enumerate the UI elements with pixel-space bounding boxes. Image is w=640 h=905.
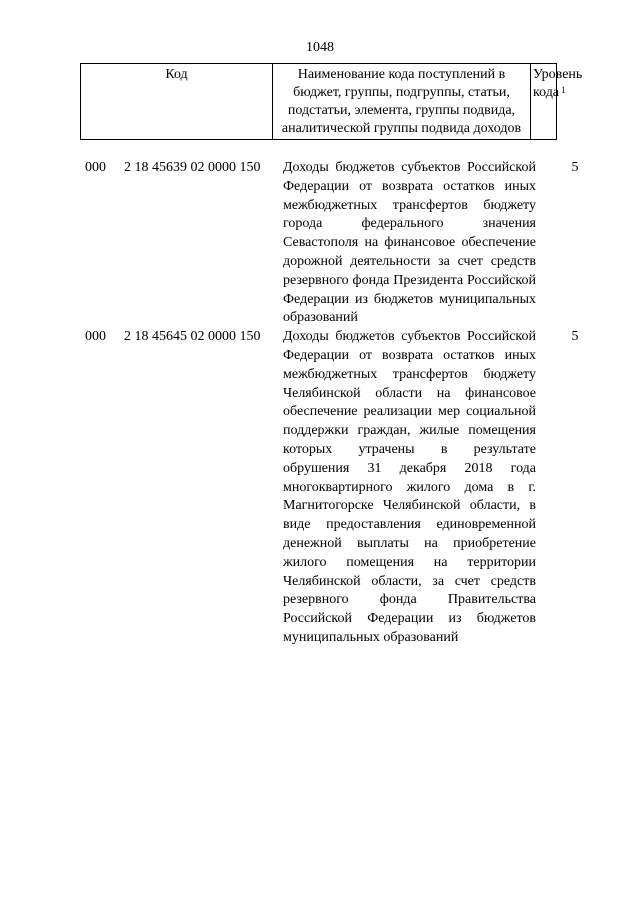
header-code: Код bbox=[81, 64, 273, 140]
admin-code: 000 bbox=[85, 160, 106, 175]
page-number: 1048 bbox=[306, 40, 334, 55]
table-row bbox=[0, 328, 640, 648]
header-level-label: Уровень bbox=[533, 67, 583, 82]
level-value: 5 bbox=[571, 160, 579, 175]
admin-code: 000 bbox=[85, 329, 106, 345]
table-row bbox=[0, 159, 640, 328]
income-name: Доходы бюджетов субъектов Российской Федерации от возврата остатков иных межбюджетных трансфертов бюджету города федерального значения Севастополя на финансовое обеспечение дорожной деятельности за счет средств резервного фонда Президента Российской Федерации из бюджетов муниципальных образований bbox=[283, 160, 536, 326]
income-code: 2 18 45645 02 0000 150 bbox=[124, 329, 261, 345]
table-body bbox=[0, 159, 640, 648]
income-code: 2 18 45639 02 0000 150 bbox=[124, 160, 261, 175]
income-name: Доходы бюджетов субъектов Российской Федерации от возврата остатков иных межбюджетных трансфертов бюджету Челябинской области на финансовое обеспечение реализации мер социальной поддержки граждан, жилые помещения которых утрачены в результате обрушения 31 декабря 2018 года многоквартирного жилого дома в г. Магнитогорске Челябинской области, в виде предоставления единовременной денежной выплаты на приобретение жилого помещения на территории Челябинской области, за счет средств резервного фонда Правительства Российской Федерации из бюджетов муниципальных образований bbox=[283, 329, 536, 645]
header-level-footnote: 1 bbox=[561, 85, 566, 95]
header-level bbox=[531, 64, 583, 140]
header-level-label-2: кода bbox=[533, 85, 560, 100]
level-value: 5 bbox=[571, 329, 579, 345]
table-header bbox=[80, 63, 583, 140]
header-name: Наименование кода поступлений в бюджет, группы, подгруппы, статьи, подстатьи, элемента, группы подвида, аналитической группы подвида доходов bbox=[273, 64, 531, 140]
